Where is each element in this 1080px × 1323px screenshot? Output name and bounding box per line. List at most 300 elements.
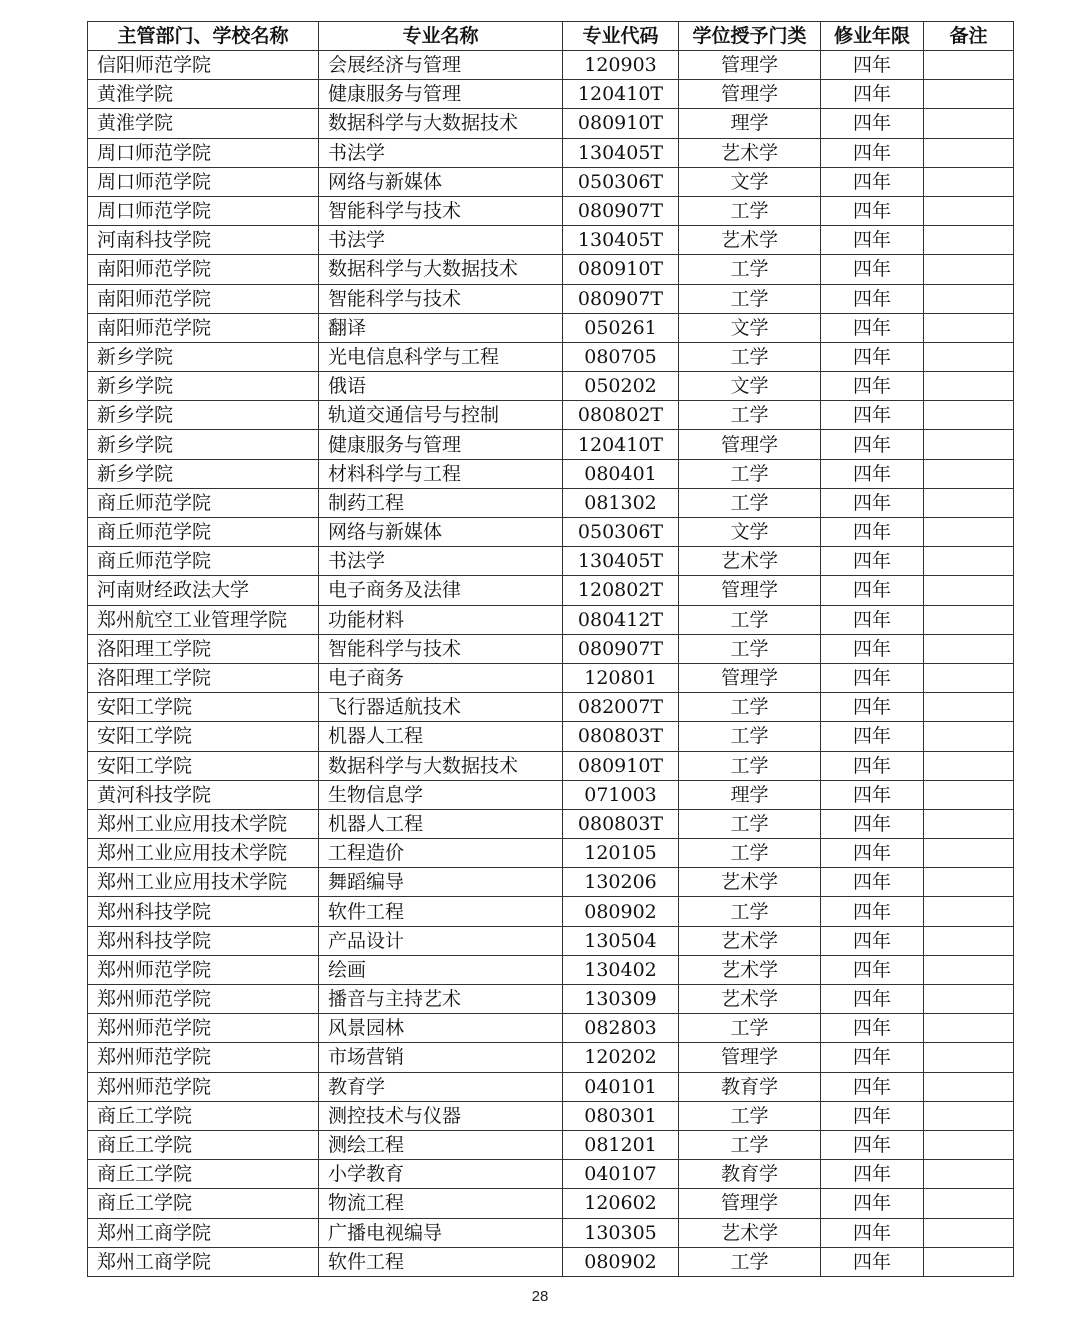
cell-school: 郑州师范学院 — [88, 955, 319, 984]
cell-degree: 工学 — [679, 255, 821, 284]
cell-school: 郑州科技学院 — [88, 897, 319, 926]
cell-code: 080401 — [563, 459, 679, 488]
table-row — [88, 1247, 1014, 1276]
cell-code: 130305 — [563, 1218, 679, 1247]
cell-years: 四年 — [821, 576, 924, 605]
table-row — [88, 605, 1014, 634]
cell-years: 四年 — [821, 722, 924, 751]
cell-major: 翻译 — [319, 313, 563, 342]
cell-years: 四年 — [821, 284, 924, 313]
cell-major: 测绘工程 — [319, 1130, 563, 1159]
cell-remark — [924, 985, 1014, 1014]
cell-school: 洛阳理工学院 — [88, 634, 319, 663]
cell-school: 郑州工业应用技术学院 — [88, 809, 319, 838]
header-school: 主管部门、学校名称 — [88, 22, 319, 51]
cell-degree: 管理学 — [679, 430, 821, 459]
cell-remark — [924, 722, 1014, 751]
cell-degree: 工学 — [679, 401, 821, 430]
table-row — [88, 255, 1014, 284]
cell-school: 安阳工学院 — [88, 751, 319, 780]
cell-remark — [924, 634, 1014, 663]
table-row — [88, 663, 1014, 692]
cell-degree: 文学 — [679, 313, 821, 342]
cell-school: 安阳工学院 — [88, 693, 319, 722]
cell-major: 网络与新媒体 — [319, 167, 563, 196]
cell-code: 081302 — [563, 488, 679, 517]
cell-degree: 工学 — [679, 634, 821, 663]
cell-code: 130504 — [563, 926, 679, 955]
cell-years: 四年 — [821, 459, 924, 488]
cell-degree: 艺术学 — [679, 1218, 821, 1247]
cell-school: 郑州师范学院 — [88, 1072, 319, 1101]
table-row — [88, 284, 1014, 313]
cell-major: 会展经济与管理 — [319, 51, 563, 80]
cell-degree: 工学 — [679, 839, 821, 868]
cell-major: 网络与新媒体 — [319, 518, 563, 547]
table-row — [88, 1130, 1014, 1159]
cell-years: 四年 — [821, 51, 924, 80]
cell-degree: 管理学 — [679, 663, 821, 692]
cell-major: 电子商务及法律 — [319, 576, 563, 605]
cell-years: 四年 — [821, 401, 924, 430]
cell-code: 080803T — [563, 809, 679, 838]
cell-years: 四年 — [821, 167, 924, 196]
cell-remark — [924, 576, 1014, 605]
cell-remark — [924, 897, 1014, 926]
cell-major: 书法学 — [319, 226, 563, 255]
table-row — [88, 459, 1014, 488]
cell-degree: 管理学 — [679, 1043, 821, 1072]
table-row — [88, 897, 1014, 926]
cell-degree: 教育学 — [679, 1072, 821, 1101]
cell-major: 电子商务 — [319, 663, 563, 692]
cell-degree: 艺术学 — [679, 226, 821, 255]
cell-school: 商丘师范学院 — [88, 488, 319, 517]
table-row — [88, 518, 1014, 547]
cell-years: 四年 — [821, 255, 924, 284]
cell-code: 080910T — [563, 255, 679, 284]
cell-degree: 工学 — [679, 284, 821, 313]
table-row — [88, 196, 1014, 225]
cell-degree: 艺术学 — [679, 138, 821, 167]
cell-code: 082803 — [563, 1014, 679, 1043]
cell-code: 082007T — [563, 693, 679, 722]
cell-school: 周口师范学院 — [88, 138, 319, 167]
cell-degree: 工学 — [679, 1014, 821, 1043]
cell-school: 郑州师范学院 — [88, 1014, 319, 1043]
cell-remark — [924, 1247, 1014, 1276]
cell-major: 广播电视编导 — [319, 1218, 563, 1247]
table-row — [88, 576, 1014, 605]
cell-major: 小学教育 — [319, 1160, 563, 1189]
cell-remark — [924, 167, 1014, 196]
cell-code: 120903 — [563, 51, 679, 80]
cell-school: 新乡学院 — [88, 430, 319, 459]
table-row — [88, 634, 1014, 663]
cell-remark — [924, 518, 1014, 547]
cell-school: 周口师范学院 — [88, 196, 319, 225]
majors-table-container — [87, 21, 1013, 1277]
cell-code: 130206 — [563, 868, 679, 897]
cell-code: 050306T — [563, 167, 679, 196]
cell-years: 四年 — [821, 751, 924, 780]
cell-school: 商丘师范学院 — [88, 518, 319, 547]
cell-code: 081201 — [563, 1130, 679, 1159]
table-row — [88, 488, 1014, 517]
cell-remark — [924, 1072, 1014, 1101]
cell-code: 080907T — [563, 196, 679, 225]
table-row — [88, 1014, 1014, 1043]
cell-school: 商丘师范学院 — [88, 547, 319, 576]
cell-remark — [924, 605, 1014, 634]
cell-school: 郑州科技学院 — [88, 926, 319, 955]
cell-remark — [924, 663, 1014, 692]
cell-major: 风景园林 — [319, 1014, 563, 1043]
table-row — [88, 693, 1014, 722]
table-row — [88, 226, 1014, 255]
cell-school: 郑州工商学院 — [88, 1247, 319, 1276]
cell-degree: 艺术学 — [679, 868, 821, 897]
cell-remark — [924, 372, 1014, 401]
cell-years: 四年 — [821, 488, 924, 517]
cell-years: 四年 — [821, 313, 924, 342]
cell-major: 数据科学与大数据技术 — [319, 109, 563, 138]
table-row — [88, 1072, 1014, 1101]
cell-remark — [924, 313, 1014, 342]
cell-remark — [924, 430, 1014, 459]
cell-years: 四年 — [821, 518, 924, 547]
cell-school: 黄河科技学院 — [88, 780, 319, 809]
table-row — [88, 167, 1014, 196]
cell-code: 130309 — [563, 985, 679, 1014]
cell-major: 飞行器适航技术 — [319, 693, 563, 722]
cell-remark — [924, 284, 1014, 313]
cell-degree: 管理学 — [679, 80, 821, 109]
table-row — [88, 547, 1014, 576]
cell-years: 四年 — [821, 1130, 924, 1159]
cell-years: 四年 — [821, 663, 924, 692]
header-major: 专业名称 — [319, 22, 563, 51]
cell-years: 四年 — [821, 1072, 924, 1101]
cell-major: 材料科学与工程 — [319, 459, 563, 488]
cell-code: 050261 — [563, 313, 679, 342]
cell-school: 河南财经政法大学 — [88, 576, 319, 605]
cell-years: 四年 — [821, 809, 924, 838]
page-number: 28 — [531, 1288, 549, 1305]
cell-years: 四年 — [821, 196, 924, 225]
cell-major: 俄语 — [319, 372, 563, 401]
cell-code: 080803T — [563, 722, 679, 751]
cell-remark — [924, 80, 1014, 109]
cell-major: 智能科学与技术 — [319, 284, 563, 313]
cell-major: 轨道交通信号与控制 — [319, 401, 563, 430]
cell-major: 产品设计 — [319, 926, 563, 955]
cell-remark — [924, 1218, 1014, 1247]
cell-years: 四年 — [821, 985, 924, 1014]
table-row — [88, 80, 1014, 109]
cell-code: 080910T — [563, 109, 679, 138]
cell-code: 130405T — [563, 547, 679, 576]
table-row — [88, 401, 1014, 430]
cell-degree: 文学 — [679, 167, 821, 196]
table-row — [88, 1218, 1014, 1247]
cell-years: 四年 — [821, 955, 924, 984]
cell-degree: 管理学 — [679, 1189, 821, 1218]
cell-degree: 工学 — [679, 1101, 821, 1130]
cell-code: 120602 — [563, 1189, 679, 1218]
header-code: 专业代码 — [563, 22, 679, 51]
cell-remark — [924, 1014, 1014, 1043]
cell-remark — [924, 488, 1014, 517]
cell-major: 舞蹈编导 — [319, 868, 563, 897]
cell-school: 郑州航空工业管理学院 — [88, 605, 319, 634]
cell-years: 四年 — [821, 1218, 924, 1247]
cell-major: 健康服务与管理 — [319, 80, 563, 109]
cell-degree: 管理学 — [679, 576, 821, 605]
cell-remark — [924, 342, 1014, 371]
cell-degree: 艺术学 — [679, 955, 821, 984]
cell-code: 080907T — [563, 284, 679, 313]
cell-remark — [924, 955, 1014, 984]
cell-major: 绘画 — [319, 955, 563, 984]
cell-code: 130402 — [563, 955, 679, 984]
cell-remark — [924, 51, 1014, 80]
table-row — [88, 1189, 1014, 1218]
cell-code: 080705 — [563, 342, 679, 371]
cell-years: 四年 — [821, 1160, 924, 1189]
table-row — [88, 1043, 1014, 1072]
cell-major: 智能科学与技术 — [319, 634, 563, 663]
cell-code: 080910T — [563, 751, 679, 780]
table-row — [88, 780, 1014, 809]
cell-major: 市场营销 — [319, 1043, 563, 1072]
cell-school: 安阳工学院 — [88, 722, 319, 751]
cell-years: 四年 — [821, 634, 924, 663]
cell-school: 黄淮学院 — [88, 109, 319, 138]
cell-school: 商丘工学院 — [88, 1189, 319, 1218]
cell-major: 软件工程 — [319, 1247, 563, 1276]
table-row — [88, 926, 1014, 955]
cell-years: 四年 — [821, 109, 924, 138]
cell-years: 四年 — [821, 1189, 924, 1218]
cell-degree: 工学 — [679, 196, 821, 225]
cell-major: 数据科学与大数据技术 — [319, 255, 563, 284]
cell-years: 四年 — [821, 839, 924, 868]
cell-major: 工程造价 — [319, 839, 563, 868]
cell-remark — [924, 547, 1014, 576]
majors-table — [87, 21, 1014, 1277]
cell-school: 河南科技学院 — [88, 226, 319, 255]
cell-code: 080902 — [563, 897, 679, 926]
cell-code: 080301 — [563, 1101, 679, 1130]
cell-school: 洛阳理工学院 — [88, 663, 319, 692]
cell-remark — [924, 401, 1014, 430]
cell-remark — [924, 226, 1014, 255]
cell-school: 南阳师范学院 — [88, 284, 319, 313]
cell-school: 黄淮学院 — [88, 80, 319, 109]
cell-school: 南阳师范学院 — [88, 255, 319, 284]
cell-years: 四年 — [821, 138, 924, 167]
cell-school: 郑州师范学院 — [88, 1043, 319, 1072]
cell-remark — [924, 780, 1014, 809]
table-row — [88, 138, 1014, 167]
cell-code: 080412T — [563, 605, 679, 634]
cell-degree: 艺术学 — [679, 985, 821, 1014]
cell-degree: 理学 — [679, 780, 821, 809]
cell-remark — [924, 196, 1014, 225]
cell-school: 郑州工业应用技术学院 — [88, 868, 319, 897]
cell-remark — [924, 839, 1014, 868]
cell-major: 播音与主持艺术 — [319, 985, 563, 1014]
cell-code: 120105 — [563, 839, 679, 868]
cell-school: 商丘工学院 — [88, 1130, 319, 1159]
cell-degree: 工学 — [679, 809, 821, 838]
table-row — [88, 1160, 1014, 1189]
cell-degree: 管理学 — [679, 51, 821, 80]
cell-school: 郑州工商学院 — [88, 1218, 319, 1247]
cell-degree: 工学 — [679, 693, 821, 722]
cell-years: 四年 — [821, 1101, 924, 1130]
cell-years: 四年 — [821, 1043, 924, 1072]
cell-years: 四年 — [821, 897, 924, 926]
cell-code: 120802T — [563, 576, 679, 605]
cell-code: 130405T — [563, 138, 679, 167]
cell-school: 郑州工业应用技术学院 — [88, 839, 319, 868]
cell-years: 四年 — [821, 605, 924, 634]
cell-remark — [924, 459, 1014, 488]
cell-years: 四年 — [821, 926, 924, 955]
cell-degree: 工学 — [679, 459, 821, 488]
cell-school: 新乡学院 — [88, 401, 319, 430]
cell-degree: 工学 — [679, 605, 821, 634]
cell-code: 080907T — [563, 634, 679, 663]
table-row — [88, 342, 1014, 371]
cell-major: 书法学 — [319, 138, 563, 167]
cell-major: 测控技术与仪器 — [319, 1101, 563, 1130]
cell-remark — [924, 751, 1014, 780]
cell-years: 四年 — [821, 342, 924, 371]
table-row — [88, 313, 1014, 342]
cell-code: 120801 — [563, 663, 679, 692]
cell-degree: 工学 — [679, 897, 821, 926]
cell-code: 130405T — [563, 226, 679, 255]
table-row — [88, 430, 1014, 459]
cell-years: 四年 — [821, 430, 924, 459]
cell-code: 080902 — [563, 1247, 679, 1276]
cell-code: 050306T — [563, 518, 679, 547]
cell-remark — [924, 138, 1014, 167]
cell-school: 南阳师范学院 — [88, 313, 319, 342]
cell-major: 生物信息学 — [319, 780, 563, 809]
header-remark: 备注 — [924, 22, 1014, 51]
cell-major: 制药工程 — [319, 488, 563, 517]
cell-remark — [924, 1189, 1014, 1218]
cell-code: 050202 — [563, 372, 679, 401]
cell-remark — [924, 809, 1014, 838]
cell-major: 教育学 — [319, 1072, 563, 1101]
table-row — [88, 109, 1014, 138]
cell-remark — [924, 1101, 1014, 1130]
cell-degree: 工学 — [679, 751, 821, 780]
table-row — [88, 1101, 1014, 1130]
cell-years: 四年 — [821, 547, 924, 576]
cell-years: 四年 — [821, 693, 924, 722]
cell-major: 数据科学与大数据技术 — [319, 751, 563, 780]
cell-degree: 艺术学 — [679, 926, 821, 955]
cell-major: 机器人工程 — [319, 722, 563, 751]
cell-years: 四年 — [821, 1247, 924, 1276]
cell-code: 080802T — [563, 401, 679, 430]
cell-school: 新乡学院 — [88, 372, 319, 401]
cell-remark — [924, 926, 1014, 955]
cell-remark — [924, 1160, 1014, 1189]
header-degree: 学位授予门类 — [679, 22, 821, 51]
cell-major: 功能材料 — [319, 605, 563, 634]
cell-years: 四年 — [821, 1014, 924, 1043]
cell-degree: 理学 — [679, 109, 821, 138]
table-row — [88, 985, 1014, 1014]
cell-degree: 艺术学 — [679, 547, 821, 576]
cell-code: 120410T — [563, 430, 679, 459]
cell-school: 新乡学院 — [88, 459, 319, 488]
table-row — [88, 722, 1014, 751]
cell-remark — [924, 868, 1014, 897]
cell-remark — [924, 1130, 1014, 1159]
table-row — [88, 809, 1014, 838]
cell-degree: 工学 — [679, 342, 821, 371]
header-years: 修业年限 — [821, 22, 924, 51]
cell-school: 新乡学院 — [88, 342, 319, 371]
cell-remark — [924, 693, 1014, 722]
cell-code: 040107 — [563, 1160, 679, 1189]
cell-major: 物流工程 — [319, 1189, 563, 1218]
cell-code: 120410T — [563, 80, 679, 109]
cell-degree: 工学 — [679, 722, 821, 751]
cell-degree: 工学 — [679, 1247, 821, 1276]
cell-remark — [924, 1043, 1014, 1072]
cell-degree: 文学 — [679, 372, 821, 401]
cell-code: 071003 — [563, 780, 679, 809]
table-row — [88, 751, 1014, 780]
cell-major: 书法学 — [319, 547, 563, 576]
table-row — [88, 839, 1014, 868]
cell-code: 040101 — [563, 1072, 679, 1101]
cell-major: 健康服务与管理 — [319, 430, 563, 459]
cell-school: 信阳师范学院 — [88, 51, 319, 80]
cell-school: 商丘工学院 — [88, 1160, 319, 1189]
cell-degree: 工学 — [679, 488, 821, 517]
cell-remark — [924, 109, 1014, 138]
cell-major: 光电信息科学与工程 — [319, 342, 563, 371]
cell-major: 软件工程 — [319, 897, 563, 926]
cell-major: 智能科学与技术 — [319, 196, 563, 225]
cell-code: 120202 — [563, 1043, 679, 1072]
table-row — [88, 868, 1014, 897]
cell-school: 周口师范学院 — [88, 167, 319, 196]
table-row — [88, 51, 1014, 80]
table-header-row — [88, 22, 1014, 51]
cell-degree: 工学 — [679, 1130, 821, 1159]
cell-years: 四年 — [821, 868, 924, 897]
table-body — [88, 51, 1014, 1277]
cell-degree: 文学 — [679, 518, 821, 547]
cell-years: 四年 — [821, 80, 924, 109]
cell-remark — [924, 255, 1014, 284]
cell-school: 郑州师范学院 — [88, 985, 319, 1014]
cell-years: 四年 — [821, 780, 924, 809]
table-row — [88, 372, 1014, 401]
cell-years: 四年 — [821, 226, 924, 255]
